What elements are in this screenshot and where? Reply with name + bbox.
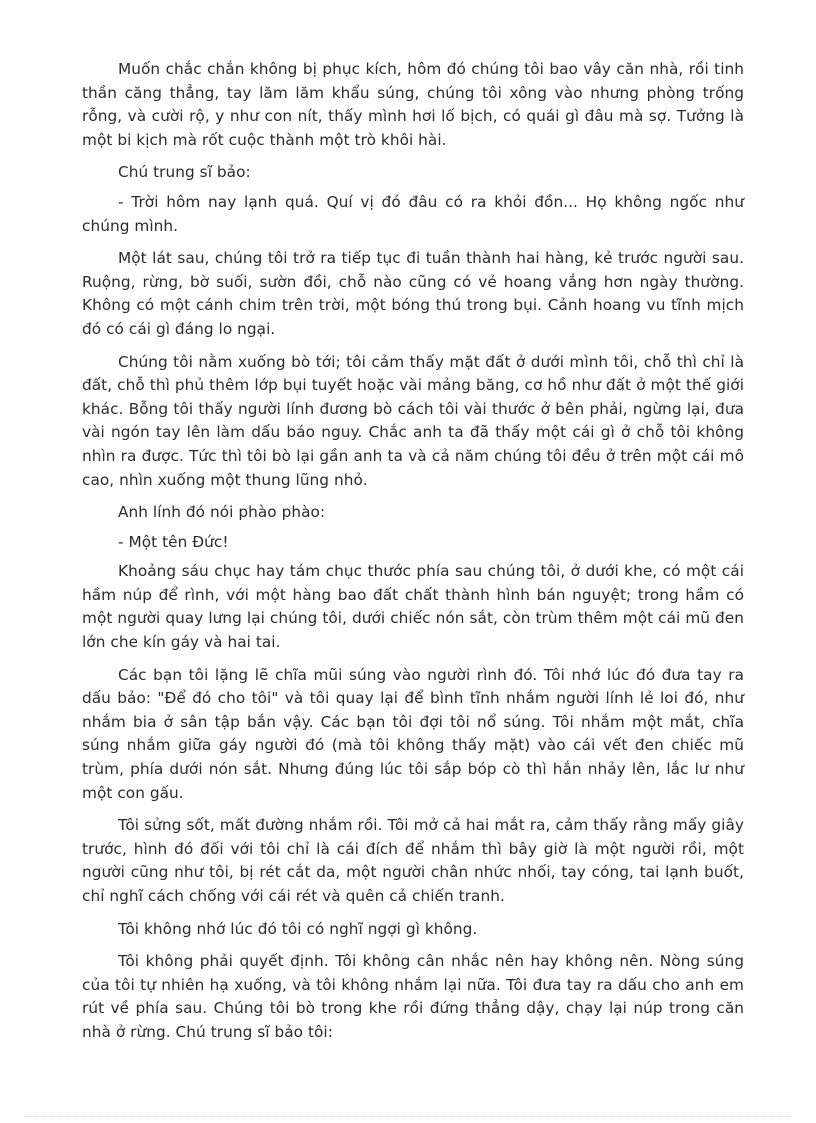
paragraph-6: Anh lính đó nói phào phào: — [118, 503, 326, 522]
footer-divider — [24, 1116, 792, 1117]
paragraph-5: Chúng tôi nằm xuống bò tới; tôi cảm thấy mặt đất ở dưới mình tôi, chỗ thì chỉ là đất, chỗ thì phủ thêm lớp bụi tuyết hoặc vài mảng băng, cơ hồ như đất ở một thế giới khác. Bỗng tôi thấy người lính đương bò cách tôi vài thước ở bên phải, ngừng lại, đưa vài ngón tay lên làm dấu báo nguy. Chắc anh ta đã thấy một cái gì ở chỗ tôi không nhìn ra được. Tức thì tôi bò lại gần anh ta và cả năm chúng tôi đều ở trên một cái mô cao, nhìn xuống một thung lũng nhỏ. — [82, 352, 744, 489]
paragraph-9: Các bạn tôi lặng lẽ chĩa mũi súng vào người rình đó. Tôi nhớ lúc đó đưa tay ra dấu bảo: "Để đó cho tôi" và tôi quay lại để bình tĩnh nhắm người lính lẻ loi đó, như nhắm bia ở sân tập bắn vậy. Các bạn tôi đợi tôi nổ súng. Tôi nhắm một mắt, chĩa súng nhắm giữa gáy người đó (mà tôi không thấy mặt) vào cái vết đen chiếc mũ trùm, phía dưới nón sắt. Nhưng đúng lúc tôi sắp bóp cò thì hắn nhảy lên, lắc lư như một con gấu. — [82, 665, 744, 802]
paragraph-2: Chú trung sĩ bảo: — [118, 163, 251, 182]
document-page — [82, 58, 744, 1054]
paragraph-10: Tôi sửng sốt, mất đường nhắm rồi. Tôi mở cả hai mắt ra, cảm thấy rằng mấy giây trước, hình đó đối với tôi chỉ là cái đích để nhắm thì bây giờ là một người rồi, một người cũng như tôi, bị rét cắt da, một người chân nhức nhối, tay cóng, tai lạnh buốt, chỉ nghĩ cách chống với cái rét và quên cả chiến tranh. — [82, 816, 744, 905]
paragraph-4: Một lát sau, chúng tôi trở ra tiếp tục đi tuần thành hai hàng, kẻ trước người sau. Ruộng, rừng, bờ suối, sườn đồi, chỗ nào cũng có vẻ hoang vắng hơn ngày thường. Không có một cánh chim trên trời, một bóng thú trong bụi. Cảnh hoang vu tĩnh mịch đó có cái gì đáng lo ngại. — [82, 249, 744, 338]
paragraph-1: Muốn chắc chắn không bị phục kích, hôm đó chúng tôi bao vây căn nhà, rồi tinh thần căng thẳng, tay lăm lăm khẩu súng, chúng tôi xông vào nhưng phòng trống rỗng, và cười rộ, y như con nít, thấy mình hơi lố bịch, có quái gì đâu mà sợ. Tưởng là một bi kịch mà rốt cuộc thành một trò khôi hài. — [82, 60, 744, 149]
paragraph-11: Tôi không nhớ lúc đó tôi có nghĩ ngợi gì không. — [118, 919, 478, 938]
paragraph-8: Khoảng sáu chục hay tám chục thước phía sau chúng tôi, ở dưới khe, có một cái hầm núp để rình, với một hàng bao đất chất thành hình bán nguyệt; trong hầm có một người quay lưng lại chúng tôi, dưới chiếc nón sắt, còn trùm thêm một cái mũ đen lớn che kín gáy và hai tai. — [82, 562, 744, 652]
paragraph-12: Tôi không phải quyết định. Tôi không cân nhắc nên hay không nên. Nòng súng của tôi tự nhiên hạ xuống, và tôi không nhắm lại nữa. Tôi đưa tay ra dấu cho anh em rút về phía sau. Chúng tôi bò trong khe rồi đứng thẳng dậy, chạy lại núp trong căn nhà ở rừng. Chú trung sĩ bảo tôi: — [82, 952, 744, 1041]
paragraph-3: - Trời hôm nay lạnh quá. Quí vị đó đâu có ra khỏi đồn... Họ không ngốc như chúng mình. — [82, 192, 744, 235]
paragraph-7: - Một tên Đức! — [118, 532, 229, 551]
